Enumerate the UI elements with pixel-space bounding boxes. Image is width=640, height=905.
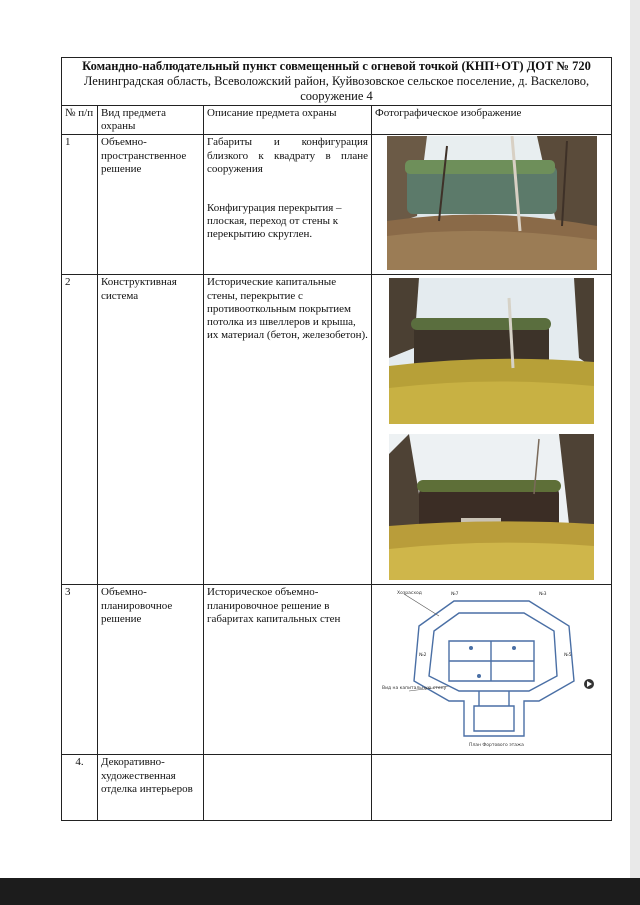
row-type: Объемно-планировочное решение bbox=[98, 585, 204, 755]
row-num: 4. bbox=[62, 755, 98, 821]
bunker-photo bbox=[387, 136, 597, 270]
row-num: 1 bbox=[62, 135, 98, 275]
photo-cell bbox=[372, 275, 612, 585]
row-description-text: Исторические капитальные стены, перекрытие с противооткольным покрытием потолка из швеллеров и крыша, их материал (бетон, железобетон). bbox=[207, 276, 368, 342]
document-subtitle: Ленинградская область, Всеволожский район, Куйвозовское сельское поселение, д. Васкелово, сооружение 4 bbox=[83, 74, 590, 103]
row-description-text: Конфигурация перекрытия – плоская, переход от стены к перекрытию скруглен. bbox=[207, 201, 342, 241]
row-type: Объемно-пространственное решение bbox=[98, 135, 204, 275]
table-row bbox=[62, 585, 612, 755]
row-type: Декоративно-художественная отделка интерьеров bbox=[98, 755, 204, 821]
floor-plan bbox=[379, 586, 604, 750]
header-row bbox=[62, 106, 612, 135]
title-row bbox=[62, 58, 612, 106]
row-description bbox=[204, 275, 372, 585]
row-description-text: Историческое объемно-планировочное решение в габаритах капитальных стен bbox=[207, 586, 341, 625]
header-type: Вид предмета охраны bbox=[98, 106, 204, 135]
plan-label: №2 bbox=[419, 653, 427, 659]
bottom-bar bbox=[0, 878, 640, 905]
photo-cell bbox=[372, 755, 612, 821]
bunker-photo bbox=[389, 434, 594, 580]
row-description bbox=[204, 135, 372, 275]
title-cell bbox=[62, 58, 612, 106]
header-description: Описание предмета охраны bbox=[204, 106, 372, 135]
scan-edge bbox=[630, 0, 640, 878]
plan-label: №5 bbox=[564, 653, 572, 659]
table-row bbox=[62, 755, 612, 821]
plan-label: №7 bbox=[451, 592, 459, 598]
photo-cell bbox=[372, 135, 612, 275]
row-description-text: Габариты и конфигурация близкого к квадрату в плане сооружения bbox=[207, 136, 368, 175]
header-photo: Фотографическое изображение bbox=[372, 106, 612, 135]
table-row bbox=[62, 135, 612, 275]
row-num: 3 bbox=[62, 585, 98, 755]
table-row bbox=[62, 275, 612, 585]
plan-label: Хозрасход bbox=[397, 591, 422, 597]
row-type: Конструктивная система bbox=[98, 275, 204, 585]
bunker-photo bbox=[389, 278, 594, 424]
document-title: Командно-наблюдательный пункт совмещенный с огневой точкой (КНП+ОТ) ДОТ № 720 bbox=[82, 59, 591, 73]
row-description bbox=[204, 585, 372, 755]
plan-label: Вид на капитальную стену bbox=[382, 686, 447, 692]
heritage-table bbox=[61, 57, 612, 821]
row-description bbox=[204, 755, 372, 821]
header-num: № п/п bbox=[62, 106, 98, 135]
row-num: 2 bbox=[62, 275, 98, 585]
photo-cell bbox=[372, 585, 612, 755]
plan-label: План Фортового этажа bbox=[469, 743, 524, 749]
plan-label: №3 bbox=[539, 592, 547, 598]
